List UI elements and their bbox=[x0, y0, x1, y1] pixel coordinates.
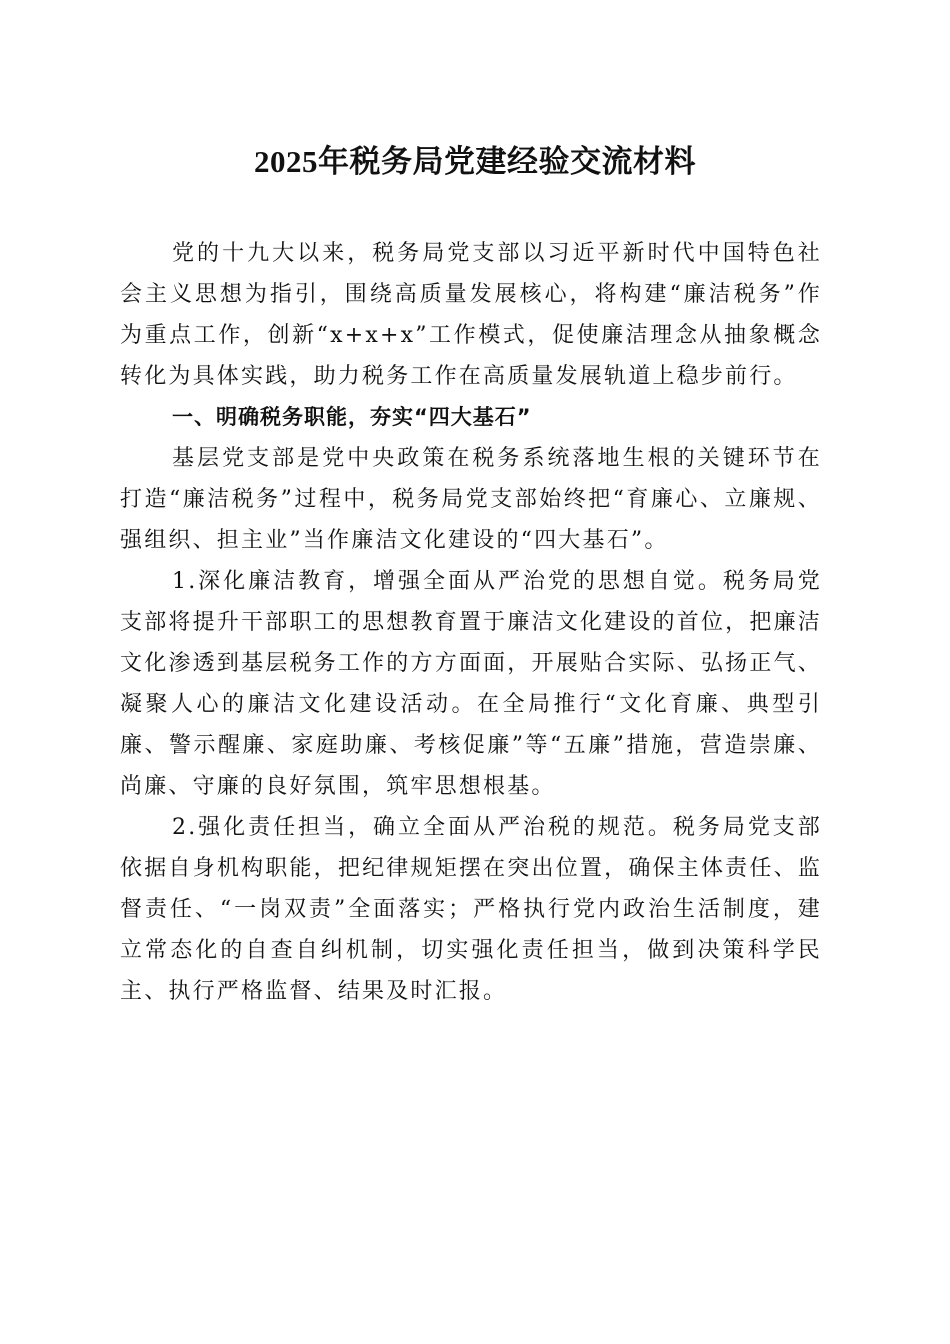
item-2-paragraph: 2.强化责任担当，确立全面从严治税的规范。税务局党支部依据自身机构职能，把纪律规矩摆在突出位置，确保主体责任、监督责任、“一岗双责”全面落实；严格执行党内政治生活制度，建立常态化的自查自纠机制，切实强化责任担当，做到决策科学民主、执行严格监督、结果及时汇报。 bbox=[120, 815, 822, 1004]
intro-paragraph: 党的十九大以来，税务局党支部以习近平新时代中国特色社会主义思想为指引，围绕高质量发展核心，将构建“廉洁税务”作为重点工作，创新“x+x+x”工作模式，促使廉洁理念从抽象概念转化为具体实践，助力税务工作在高质量发展轨道上稳步前行。 bbox=[120, 241, 822, 389]
document-title: 2025年税务局党建经验交流材料 bbox=[254, 144, 696, 179]
section-1-paragraph: 基层党支部是党中央政策在税务系统落地生根的关键环节在打造“廉洁税务”过程中，税务局党支部始终把“育廉心、立廉规、强组织、担主业”当作廉洁文化建设的“四大基石”。 bbox=[120, 446, 822, 553]
section-heading-1: 一、明确税务职能，夯实“四大基石” bbox=[172, 405, 532, 429]
item-1-paragraph: 1.深化廉洁教育，增强全面从严治党的思想自觉。税务局党支部将提升干部职工的思想教育置于廉洁文化建设的首位，把廉洁文化渗透到基层税务工作的方方面面，开展贴合实际、弘扬正气、凝聚人心的廉洁文化建设活动。在全局推行“文化育廉、典型引廉、警示醒廉、家庭助廉、考核促廉”等“五廉”措施，营造崇廉、尚廉、守廉的良好氛围，筑牢思想根基。 bbox=[120, 569, 822, 799]
document-body bbox=[120, 233, 822, 1012]
